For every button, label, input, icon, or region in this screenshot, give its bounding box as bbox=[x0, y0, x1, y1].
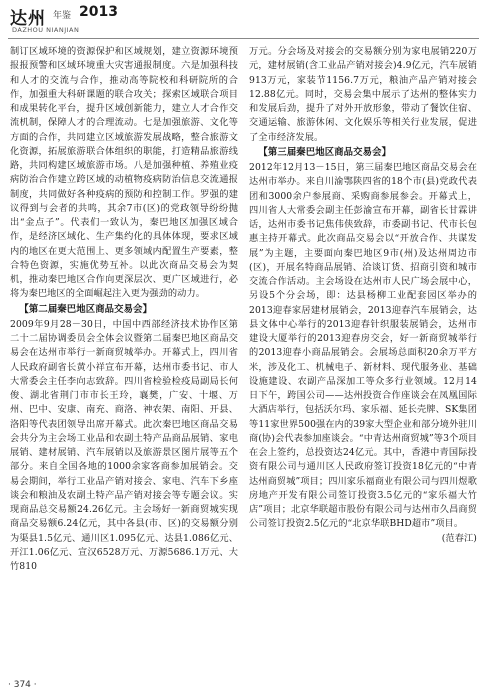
body-paragraph: 制订区域环境的资源保护和区域规划，建立资源环境预报报预警和区域环境重大灾害通报制度。六是加强科技和人才的交流与合作，推动高等院校和科研院所的合作，加强重大科研课题的联合攻关；探索区域联合项目和成果转化平台，提升区域创新能力，建立人才合作交流机制，保障人才的合理流动。七是加强旅游、文化等方面的合作，共同建立区域旅游发展战略，整合旅游文化资源，拓展旅游联合体组织的职能，打造精品旅游线路，共同构建区域旅游市场。八是加强种植、养殖业疫病防治合作建立跨区域的动植物疫病防治信息交流通报制度，共同做好各种疫病的预防和控制工作。罗强的建议得到与会者的共鸣，其余7市(区)的党政领导纷纷抛出“金点子”。代表们一致认为，秦巴地区加强区域合作，是经济区域化、生产集约化的具体体现，要求区域内的地区在更大范围上、更多领域内配置生产要素，整合特色资源，实施优势互补。以此次商品交易会为契机，推动秦巴地区合作向更深层次、更广区域进行，必将为秦巴地区的全面崛起注入更为强劲的动力。 bbox=[10, 46, 238, 300]
yearbook-logo-number: 2013 bbox=[79, 4, 118, 20]
section-heading: 【第二届秦巴地区商品交易会】 bbox=[19, 303, 153, 315]
page-header bbox=[0, 0, 487, 40]
header-divider bbox=[8, 38, 479, 39]
left-column bbox=[10, 45, 238, 574]
author-signature: (范春江) bbox=[441, 532, 477, 544]
body-paragraph: 2012年12月13－15日，第三届秦巴地区商品交易会在达州市举办。来自川渝鄂陕四省的18个市(县)党政代表团和3000余户参展商、采购商参展参会。开幕式上，四川省人大常委会副主任彭渝宣布开幕，副省长甘霖讲话，达州市委书记焦伟侠致辞，市委副书记、代市长包惠主持开幕式。此次商品交易会以“开放合作、共谋发展”为主题，主要面向秦巴地区9市(州)及达州周边市(区)，开展名特商品展销、洽谈订货、招商引资和城市交流合作活动。主会场设在达州市人民广场会展中心，另设5个分会场，即：达县杨柳工业配套园区举办的2013迎春家居建材展销会，2013迎春汽车展销会，达县文体中心举行的2013迎春针织服装展销会，达州市建设大厦举行的2013迎春房交会，好一新商贸城举行的2013迎春小商品展销会。会展场总面积20余万平方米，涉及化工、机械电子、新材料、现代服务业、基础设施建设、农副产品深加工等众多行业领域。12月14日下午，跨国公司——达州投资合作座谈会在凤凰国际大酒店举行，包括沃尔玛、家乐福、延长壳牌、SK集团等11家世界500强在内的39家大型企业和部分境外驻川商(协)会代表参加座谈会。“中青达州商贸城”等3个项目在会上签约，总投资达24亿元。其中，香港中青国际投资有限公司与通川区人民政府签订投资18亿元的“中青达州商贸城”项目；四川家乐福商业有限公司与四川煜歌房地产开发有限公司签订投资3.5亿元的“家乐福大竹店”项目；北京华联超市股份有限公司与达州市久昌商贸公司签订投资2.5亿元的“北京华联BHD超市”项目。 bbox=[249, 162, 477, 530]
section-heading: 【第三届秦巴地区商品交易会】 bbox=[258, 146, 392, 158]
yearbook-logo-title: 达州 bbox=[10, 9, 46, 29]
yearbook-logo-year-label: 年鉴 bbox=[53, 11, 72, 21]
body-paragraph: 2009年9月28－30日，中国中西部经济技术协作区第二十二届协调委员会全体会议暨第二届秦巴地区商品交易会在达州市举行一新商贸城举办。开幕式上，四川省人民政府副省长黄小祥宣布开幕，达州市委书记、市人大常委会主任李向志致辞。四川省检验检疫局副局长何俊、湖北省荆门市市长王玲，襄樊，广安、十堰、万州、巴中、安康、南充、商洛、神农架、南阳、开县、洛阳等代表团领导出席开幕式。此次秦巴地区商品交易会共分为主会场工业品和农副土特产品商品展销、家电展销、建材展销、汽车展销以及旅游景区图片展等五个部分。来自全国各地的1000余家客商参加展销会。交易会期间，举行工业品产销对接会、家电、汽车下乡座谈会和粮油及农副土特产品产销对接会等专题会议。实现商品总交易额24.26亿元。主会场好一新商贸城实现商品交易额6.24亿元，其中各县(市、区)的交易额分别为渠县1.5亿元、通川区1.095亿元、达县1.086亿元、开江1.06亿元、宣汉6528万元、万源5686.1万元、大竹810 bbox=[10, 318, 238, 572]
body-paragraph: 万元。分会场及对接会的交易额分别为家电展销220万元，建材展销(含工业品产销对接会)4.9亿元，汽车展销913万元，家装节1156.7万元，粮油产品产销对接会12.88亿元。同时，交易会集中展示了达州的整体实力和发展后劲，提升了对外开放形象，带动了餐饮住宿、交通运输、旅游休闲、文化娱乐等相关行业发展，促进了全市经济发展。 bbox=[249, 46, 477, 143]
yearbook-logo-pinyin: DAZHOU NIANJIAN bbox=[12, 26, 80, 34]
right-column bbox=[249, 45, 477, 546]
page-number: · 374 · bbox=[8, 680, 37, 690]
